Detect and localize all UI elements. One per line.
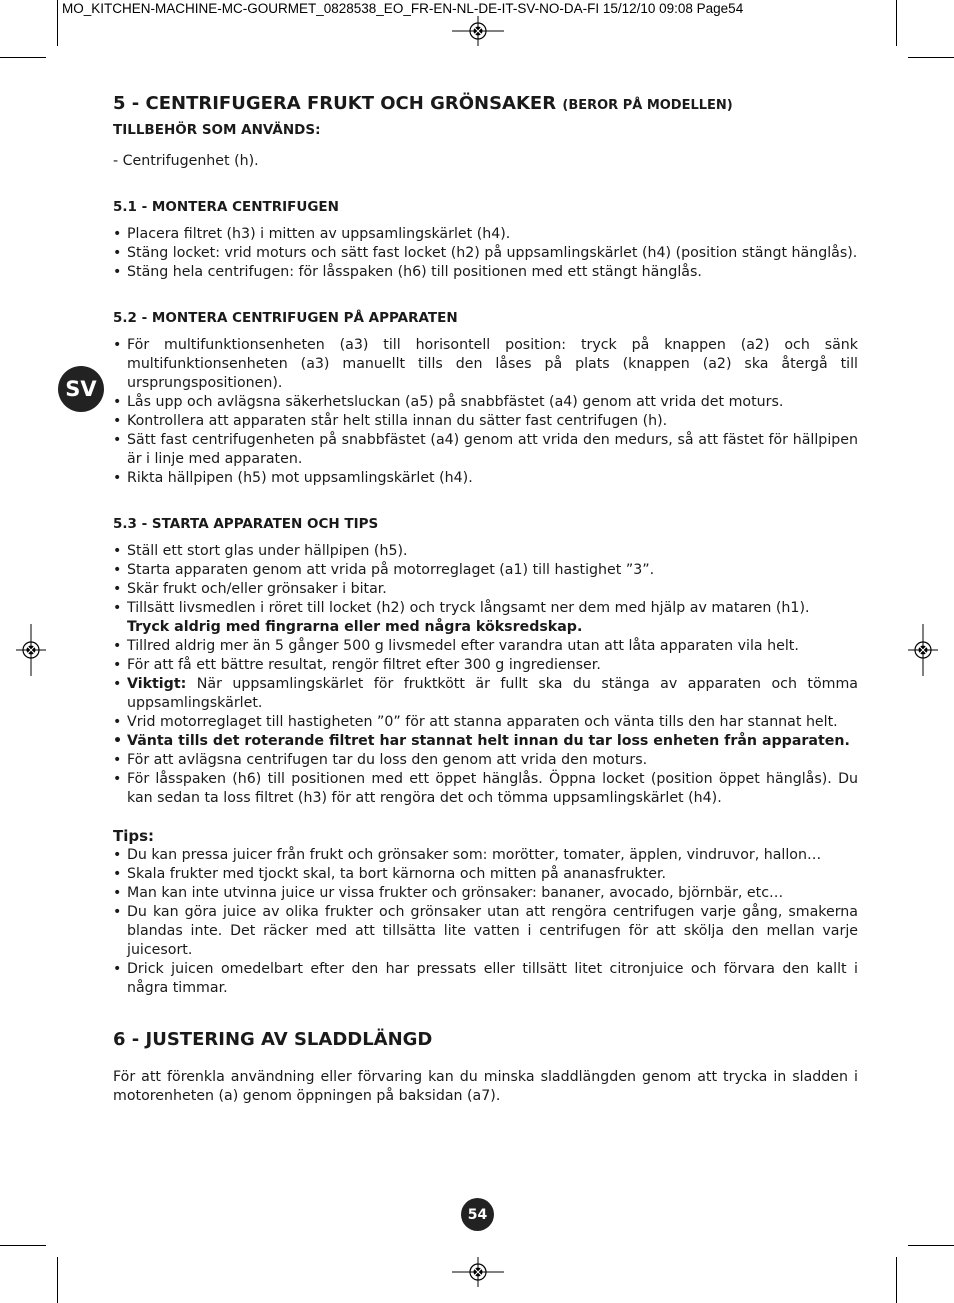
list-item: • Du kan pressa juicer från frukt och grönsaker som: morötter, tomater, äpplen, vindruvor, hallon… (113, 846, 858, 865)
list-item: • Lås upp och avlägsna säkerhetsluckan (a5) på snabbfästet (a4) genom att vrida det moturs. (113, 393, 858, 412)
registration-mark-top-icon (452, 16, 504, 46)
section-5-title-text: 5 - CENTRIFUGERA FRUKT OCH GRÖNSAKER (113, 93, 557, 114)
crop-mark-top-right-v (896, 0, 897, 46)
list-item: • Stäng locket: vrid moturs och sätt fast locket (h2) på uppsamlingskärlet (h4) (position stängt hänglås). (113, 244, 858, 263)
list-item: • Skär frukt och/eller grönsaker i bitar. (113, 580, 858, 599)
section-6-text: För att förenkla användning eller förvaring kan du minska sladdlängden genom att trycka in sladden i motorenheten (a) genom öppningen på baksidan (a7). (113, 1069, 858, 1104)
list-item-text: Tillsätt livsmedlen i röret till locket (h2) och tryck långsamt ner dem med hjälp av mataren (h1). (127, 600, 810, 616)
section-6-title: 6 - JUSTERING AV SLADDLÄNGD (113, 1029, 433, 1050)
print-header: MO_KITCHEN-MACHINE-MC-GOURMET_0828538_EO_FR-EN-NL-DE-IT-SV-NO-DA-FI 15/12/10 09:08 Page54 (62, 1, 744, 16)
list-item: • Man kan inte utvinna juice ur vissa frukter och grönsaker: bananer, avocado, björnbär, etc… (113, 884, 858, 903)
section-5-title (113, 92, 858, 118)
subsection-5-2-list (113, 336, 858, 488)
list-item: • Vrid motorreglaget till hastigheten ”0” för att stanna apparaten och vänta tills den har stannat helt. (113, 713, 858, 732)
accessories-heading: TILLBEHÖR SOM ANVÄNDS: (113, 122, 321, 138)
crop-mark-top-left-v (57, 0, 58, 46)
crop-mark-top-left-h (0, 57, 46, 58)
subsection-5-2-heading: 5.2 - MONTERA CENTRIFUGEN PÅ APPARATEN (113, 310, 458, 326)
list-item: • Stäng hela centrifugen: för låsspaken (h6) till positionen med ett stängt hänglås. (113, 263, 858, 282)
subsection-5-3-list (113, 542, 858, 808)
tips-heading: Tips: (113, 827, 155, 845)
crop-mark-bottom-left-v (57, 1257, 58, 1303)
language-tab: SV (58, 366, 104, 412)
registration-mark-bottom-icon (452, 1257, 504, 1287)
list-item: • För låsspaken (h6) till positionen med ett öppet hänglås. Öppna locket (position öppet hänglås). Du kan sedan ta loss filtret (h3) för att rengöra det och tömma uppsamlingskärlet (h4). (113, 770, 858, 808)
warning-text: Tryck aldrig med fingrarna eller med några köksredskap. (127, 619, 583, 635)
list-item: • Placera filtret (h3) i mitten av uppsamlingskärlet (h4). (113, 225, 858, 244)
list-item: • För multifunktionsenheten (a3) till horisontell position: tryck på knappen (a2) och sänk multifunktionsenheten (a3) manuellt tills den låses på plats (knappen (a2) ska återgå till ursprungspositionen). (113, 336, 858, 393)
list-item: • Kontrollera att apparaten står helt stilla innan du sätter fast centrifugen (h). (113, 412, 858, 431)
list-item (113, 675, 858, 713)
subsection-5-3-heading: 5.3 - STARTA APPARATEN OCH TIPS (113, 516, 379, 532)
list-item: • Starta apparaten genom att vrida på motorreglaget (a1) till hastighet ”3”. (113, 561, 858, 580)
tips-list (113, 846, 858, 998)
registration-mark-right-icon (908, 624, 938, 676)
section-5-title-note: (BEROR PÅ MODELLEN) (562, 98, 733, 113)
list-item: • Sätt fast centrifugenheten på snabbfästet (a4) genom att vrida den medurs, så att fästet för hällpipen är i linje med apparaten. (113, 431, 858, 469)
list-item: • För att avlägsna centrifugen tar du loss den genom att vrida den moturs. (113, 751, 858, 770)
list-item: • Vänta tills det roterande filtret har stannat helt innan du tar loss enheten från apparaten. (113, 732, 858, 751)
registration-mark-left-icon (16, 624, 46, 676)
list-item: • Ställ ett stort glas under hällpipen (h5). (113, 542, 858, 561)
important-label: Viktigt: (127, 676, 187, 692)
list-item: • För att få ett bättre resultat, rengör filtret efter 300 g ingredienser. (113, 656, 858, 675)
list-item-text: När uppsamlingskärlet för fruktkött är fullt ska du stänga av apparaten och tömma uppsamlingskärlet. (127, 676, 858, 711)
list-item: • Du kan göra juice av olika frukter och grönsaker utan att rengöra centrifugen varje gång, smakerna blandas inte. Det räcker med att tillsätta lite vatten i centrifugen för att skölja den mellan varje juicesort. (113, 903, 858, 960)
list-item: • Tillred aldrig mer än 5 gånger 500 g livsmedel efter varandra utan att låta apparaten vila helt. (113, 637, 858, 656)
subsection-5-1-list (113, 225, 858, 282)
list-item: • Drick juicen omedelbart efter den har pressats eller tillsätt litet citronjuice och förvara den kallt i några timmar. (113, 960, 858, 998)
list-item: • Rikta hällpipen (h5) mot uppsamlingskärlet (h4). (113, 469, 858, 488)
crop-mark-top-right-h (908, 57, 954, 58)
crop-mark-bottom-right-v (896, 1257, 897, 1303)
subsection-5-1-heading: 5.1 - MONTERA CENTRIFUGEN (113, 199, 339, 215)
crop-mark-bottom-left-h (0, 1245, 46, 1246)
accessories-text: - Centrifugenhet (h). (113, 153, 259, 169)
list-item (113, 599, 858, 637)
list-item: • Skala frukter med tjockt skal, ta bort kärnorna och mitten på ananasfrukter. (113, 865, 858, 884)
page-content (113, 92, 858, 1106)
crop-mark-bottom-right-h (908, 1245, 954, 1246)
page-number: 54 (461, 1198, 494, 1231)
